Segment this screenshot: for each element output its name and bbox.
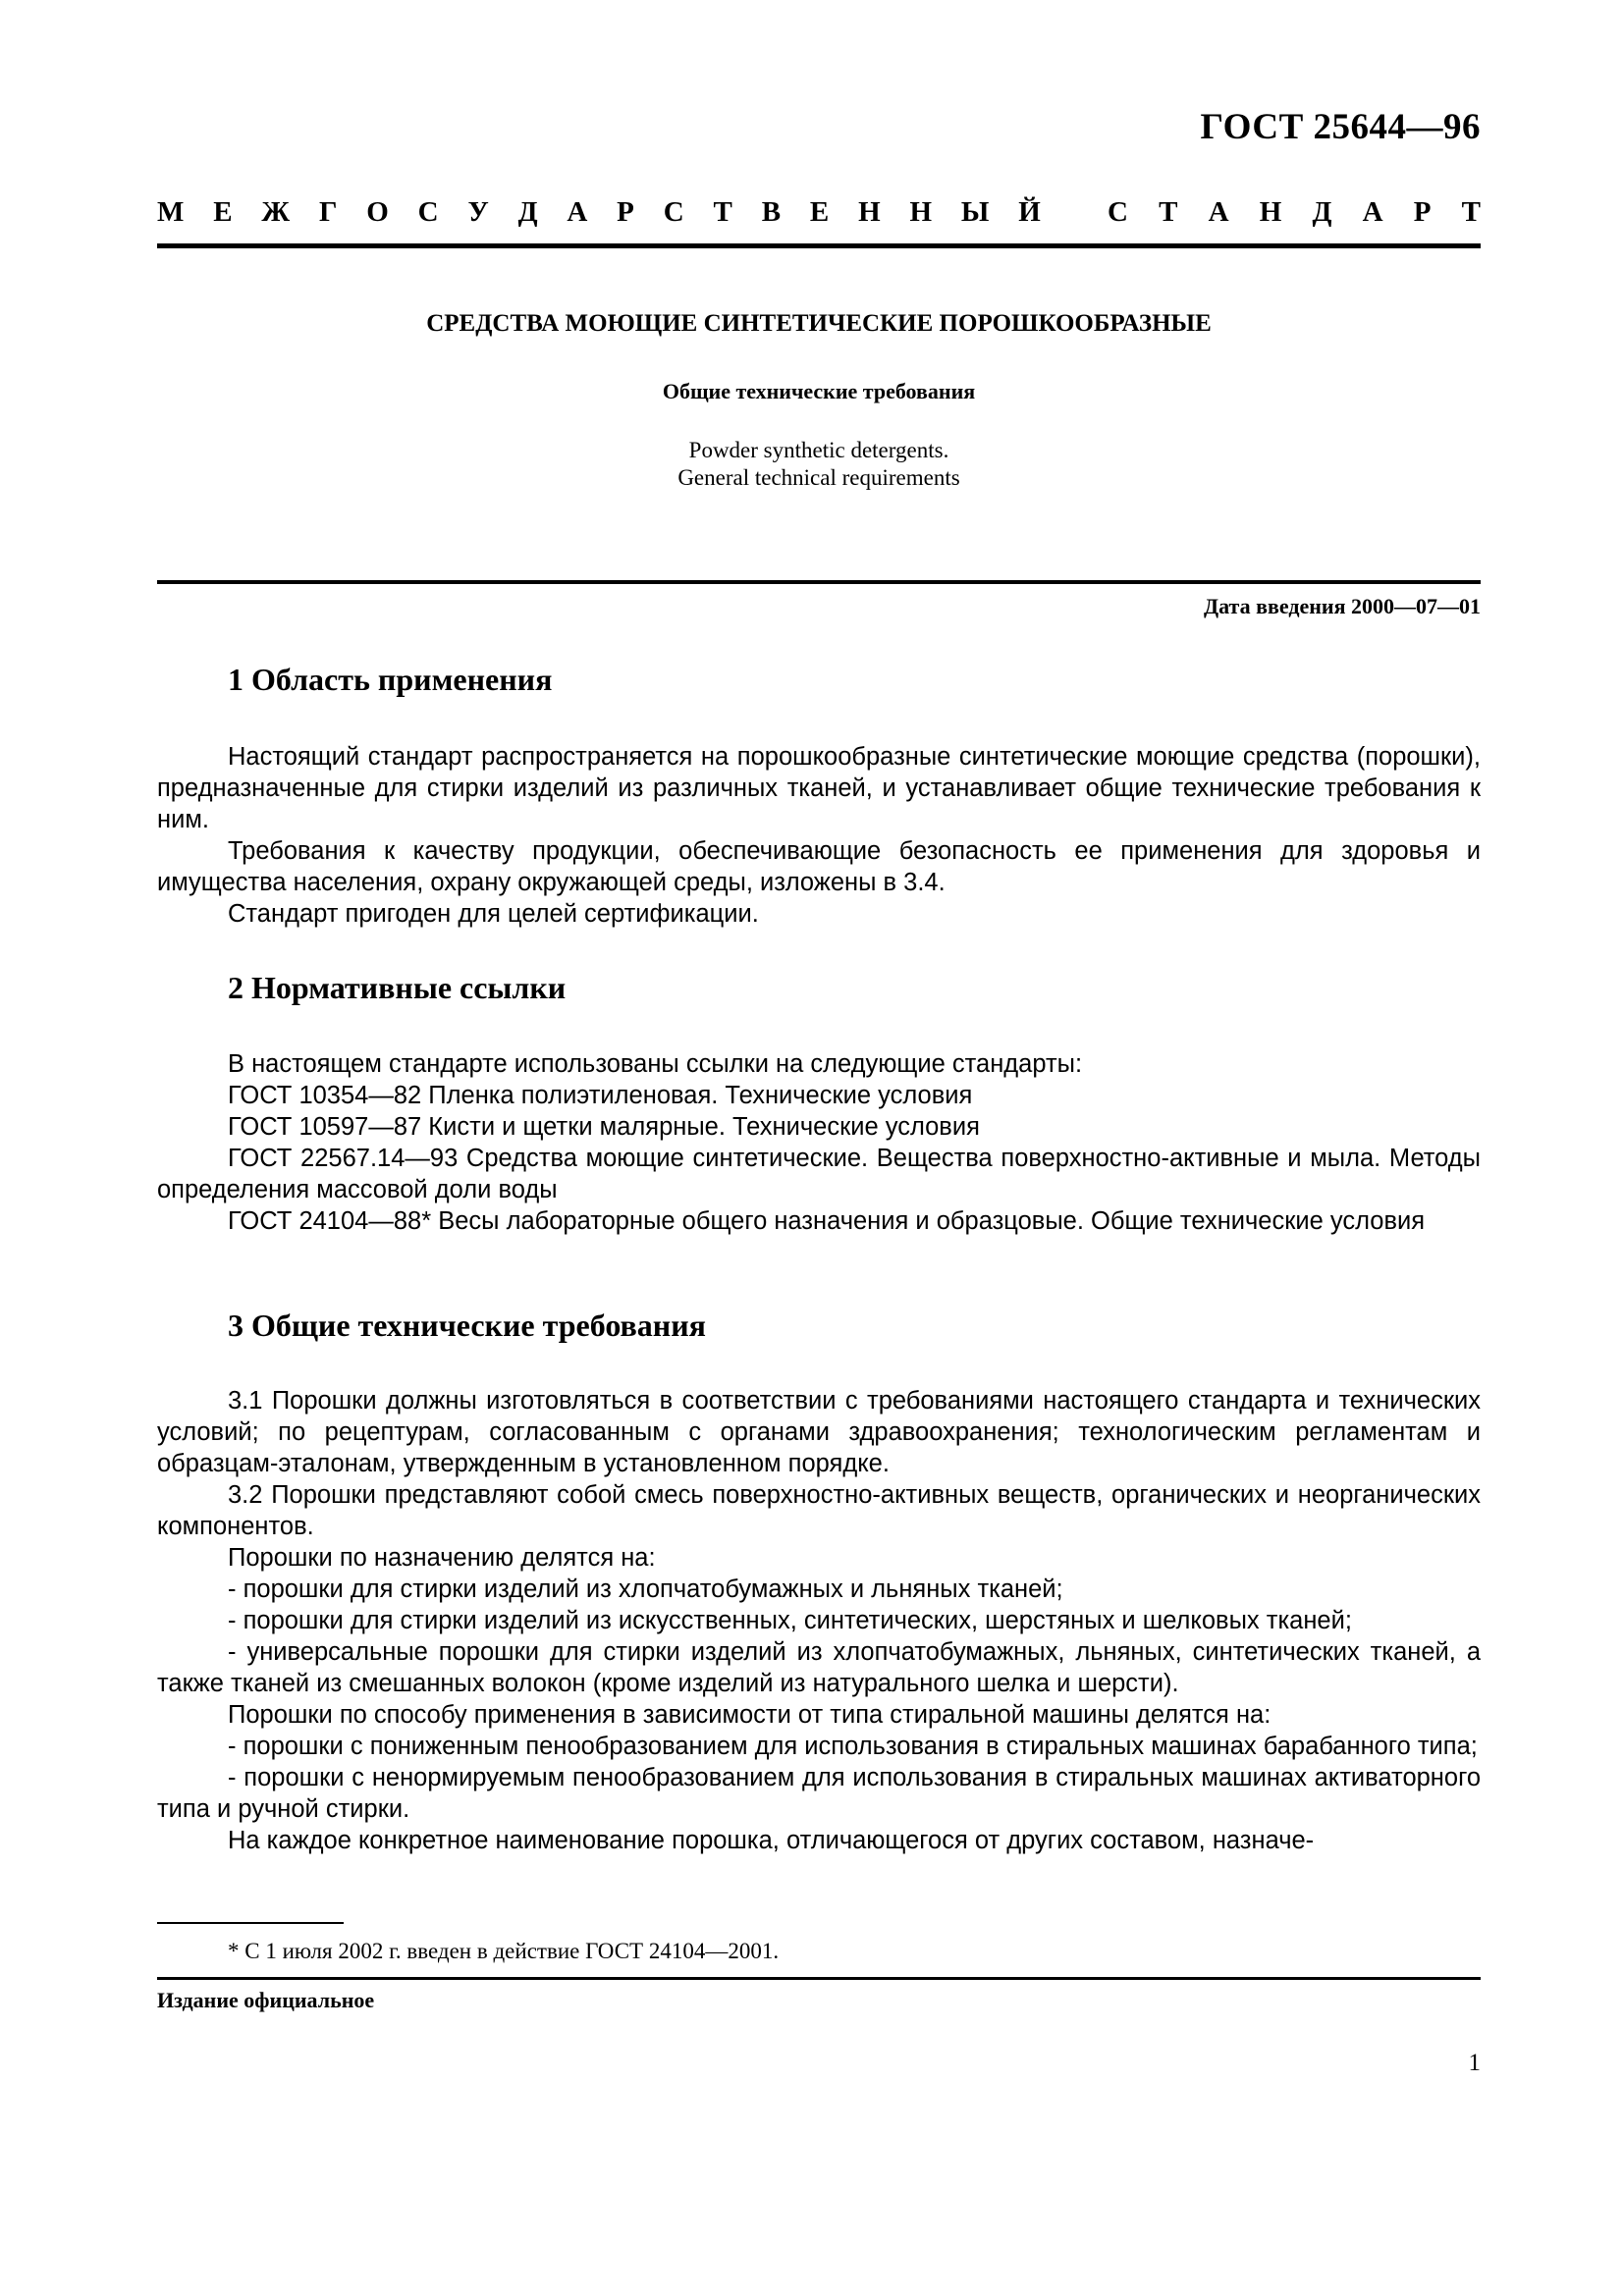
paragraph: Настоящий стандарт распространяется на порошкообразные синтетические моющие средства (порошки), предназначенные для стирки изделий из различных тканей, и устанавливает общие технические требования к ним. <box>157 743 1481 833</box>
paragraph: В настоящем стандарте использованы ссылки на следующие стандарты: <box>228 1050 1083 1078</box>
document-title: СРЕДСТВА МОЮЩИЕ СИНТЕТИЧЕСКИЕ ПОРОШКООБРАЗНЫЕ <box>426 310 1212 337</box>
banner-word-interstate: М Е Ж Г О С У Д А Р С Т В Е Н Н Ы Й <box>157 196 1041 228</box>
paragraph: Стандарт пригоден для целей сертификации. <box>228 900 759 928</box>
english-title-line-2: General technical requirements <box>677 465 960 490</box>
list-item: - порошки с пониженным пенообразованием для использования в стиральных машинах барабанного типа; <box>228 1733 1478 1760</box>
paragraph: Порошки по способу применения в зависимости от типа стиральной машины делятся на: <box>228 1701 1271 1729</box>
list-item: - универсальные порошки для стирки изделий из хлопчатобумажных, льняных, синтетических тканей, а также тканей из смешанных волокон (кроме изделий из натурального шелка и шерсти). <box>157 1638 1481 1697</box>
english-title <box>157 437 1481 492</box>
page-number: 1 <box>1468 2050 1481 2076</box>
list-item: - порошки с ненормируемым пенообразованием для использования в стиральных машинах активаторного типа и ручной стирки. <box>157 1764 1481 1823</box>
banner-word-standard: С Т А Н Д А Р Т <box>1108 196 1481 228</box>
reference-item: ГОСТ 22567.14—93 Средства моющие синтетические. Вещества поверхностно-активные и мыла. Методы определения массовой доли воды <box>157 1145 1481 1203</box>
section-1-body <box>157 741 1481 930</box>
paragraph: 3.1 Порошки должны изготовляться в соответствии с требованиями настоящего стандарта и технических условий; по рецептурам, согласованным с органами здравоохранения; технологическим регламентам и образцам-эталонам, утвержденным в установленном порядке. <box>157 1387 1481 1477</box>
section-3-heading: 3 Общие технические требования <box>228 1308 706 1343</box>
interstate-standard-banner <box>157 196 1481 229</box>
gost-number: ГОСТ 25644—96 <box>1200 107 1481 147</box>
footnote-divider <box>157 1922 344 1924</box>
date-of-introduction: Дата введения 2000—07—01 <box>1203 594 1481 618</box>
paragraph: Порошки по назначению делятся на: <box>228 1544 656 1572</box>
english-title-line-1: Powder synthetic detergents. <box>688 438 949 462</box>
title-divider <box>157 580 1481 584</box>
list-item: - порошки для стирки изделий из искусственных, синтетических, шерстяных и шелковых тканей; <box>228 1607 1352 1634</box>
reference-item: ГОСТ 10597—87 Кисти и щетки малярные. Технические условия <box>228 1113 980 1141</box>
section-2-heading: 2 Нормативные ссылки <box>228 970 567 1005</box>
paragraph: 3.2 Порошки представляют собой смесь поверхностно-активных веществ, органических и неорганических компонентов. <box>157 1481 1481 1540</box>
edition-label: Издание официальное <box>157 1988 375 2012</box>
reference-item: ГОСТ 10354—82 Пленка полиэтиленовая. Технические условия <box>228 1082 973 1109</box>
section-3-body <box>157 1385 1481 1856</box>
list-item: - порошки для стирки изделий из хлопчатобумажных и льняных тканей; <box>228 1575 1063 1603</box>
paragraph: На каждое конкретное наименование порошка, отличающегося от других составом, назначе- <box>228 1827 1315 1854</box>
reference-item: ГОСТ 24104—88* Весы лабораторные общего назначения и образцовые. Общие технические условия <box>228 1207 1426 1235</box>
section-1-heading: 1 Область применения <box>228 662 553 697</box>
footer-divider <box>157 1977 1481 1980</box>
footnote: * С 1 июля 2002 г. введен в действие ГОСТ 24104—2001. <box>228 1939 780 1963</box>
header-divider <box>157 243 1481 248</box>
document-subtitle: Общие технические требования <box>662 379 976 403</box>
section-2-body <box>157 1048 1481 1237</box>
paragraph: Требования к качеству продукции, обеспечивающие безопасность ее применения для здоровья и имущества населения, охрану окружающей среды, изложены в 3.4. <box>157 837 1481 896</box>
